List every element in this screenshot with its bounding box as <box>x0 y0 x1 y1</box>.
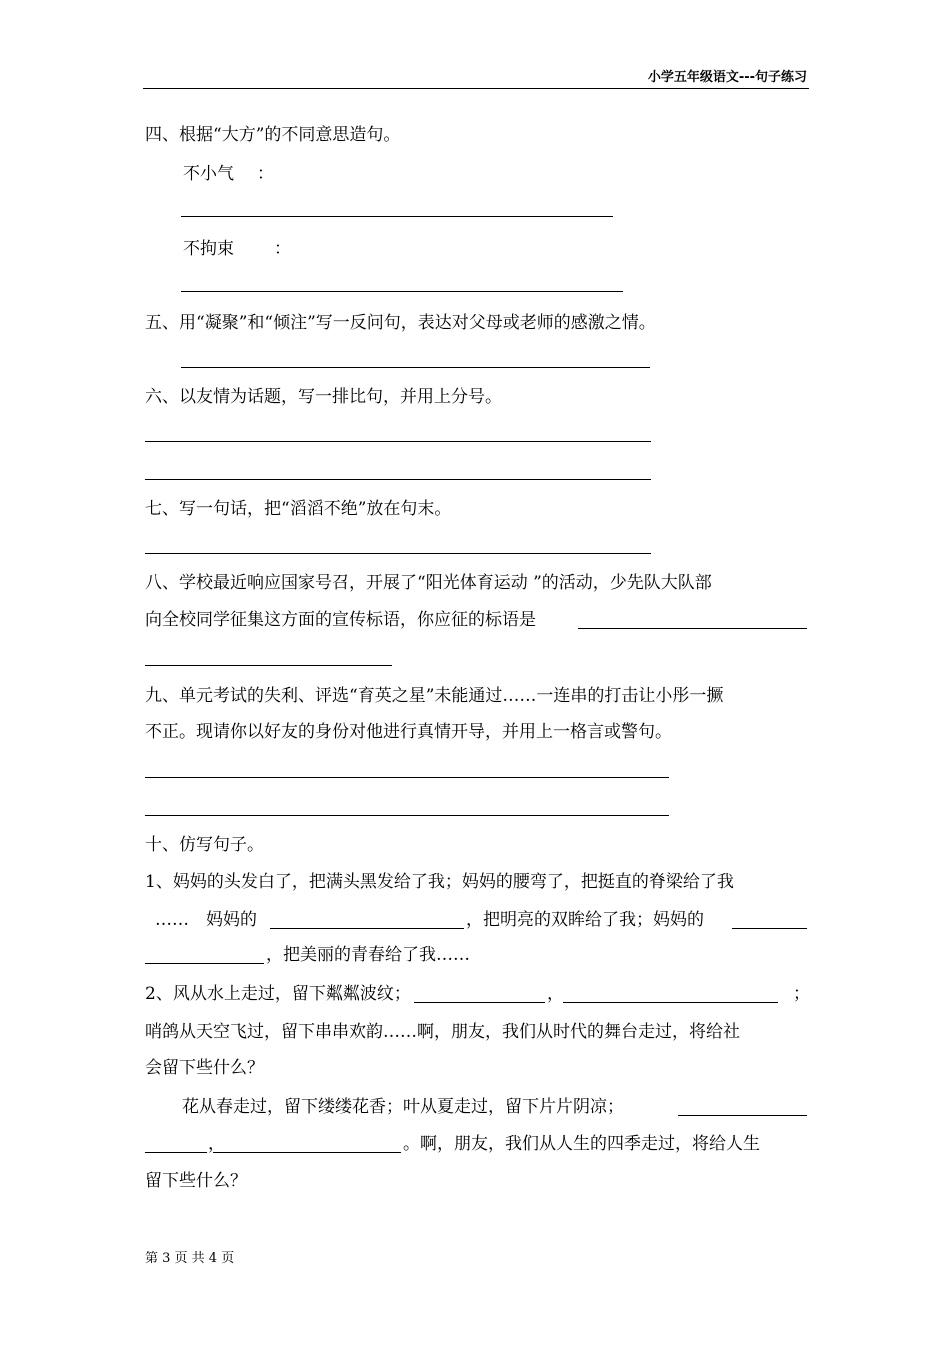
q8-line1: 八、学校最近响应国家号召，开展了“阳光体育运动 ”的活动，少先队大队部 <box>145 573 712 593</box>
q5-title: 五、用“凝聚”和“倾注”写一反问句，表达对父母或老师的感激之情。 <box>145 313 656 333</box>
q4-answer-line-2[interactable] <box>181 291 623 292</box>
page-number: 第 3 页 共 4 页 <box>145 1251 235 1266</box>
q4-meaning1: 不小气 <box>183 164 234 184</box>
q10-s1-blank-2a[interactable] <box>732 928 807 929</box>
q10-s2-line1b: ， <box>547 984 564 1004</box>
q9-line2: 不正。现请你以好友的身份对他进行真情开导，并用上一格言或警句。 <box>145 722 672 742</box>
q4-answer-line-1[interactable] <box>181 216 613 217</box>
q10-s2-line2: 哨鸽从天空飞过，留下串串欢韵……啊，朋友，我们从时代的舞台走过，将给社 <box>145 1022 740 1042</box>
q8-answer-line-2[interactable] <box>145 665 392 666</box>
q8-answer-line-1[interactable] <box>578 628 807 629</box>
q10-s3-blank-1a[interactable] <box>678 1115 807 1116</box>
q6-answer-line-1[interactable] <box>145 441 651 442</box>
q10-s2-line1c: ； <box>793 984 810 1004</box>
q7-answer-line[interactable] <box>145 553 651 554</box>
q8-line2: 向全校同学征集这方面的宣传标语，你应征的标语是 <box>145 610 536 630</box>
q10-s2-line1a: 2、风从水上走过，留下粼粼波纹； <box>145 984 411 1004</box>
q10-s3-line1: 花从春走过，留下缕缕花香；叶从夏走过，留下片片阴凉； <box>182 1097 624 1117</box>
q10-s1-line2a: …… 妈妈的 <box>155 910 257 930</box>
header-title: 小学五年级语文---句子练习 <box>647 70 807 85</box>
q4-colon2: ： <box>274 239 291 259</box>
q10-s1-line1: 1、妈妈的头发白了，把满头黑发给了我；妈妈的腰弯了，把挺直的脊梁给了我 <box>145 872 734 892</box>
q10-s1-line3: ，把美丽的青春给了我…… <box>266 945 470 965</box>
q9-answer-line-1[interactable] <box>145 777 669 778</box>
q10-s3-line2a: ， <box>208 1134 225 1154</box>
q10-s2-line3: 会留下些什么？ <box>145 1058 264 1078</box>
q10-s1-blank-2b[interactable] <box>145 963 264 964</box>
q9-answer-line-2[interactable] <box>145 815 669 816</box>
q7-title: 七、写一句话，把“滔滔不绝”放在句末。 <box>145 499 452 519</box>
q10-s2-blank-1[interactable] <box>414 1002 545 1003</box>
q5-answer-line[interactable] <box>181 367 650 368</box>
header-rule <box>143 88 809 89</box>
q4-colon1: ： <box>257 164 274 184</box>
q10-s1-line2b: ，把明亮的双眸给了我；妈妈的 <box>466 910 704 930</box>
q6-title: 六、以友情为话题，写一排比句，并用上分号。 <box>145 387 502 407</box>
q10-s1-blank-1[interactable] <box>270 928 464 929</box>
q10-s3-line3: 留下些什么？ <box>145 1171 247 1191</box>
q10-s3-blank-1b[interactable] <box>145 1152 207 1153</box>
q4-title: 四、根据“大方”的不同意思造句。 <box>145 125 401 145</box>
q4-meaning2: 不拘束 <box>183 239 234 259</box>
q6-answer-line-2[interactable] <box>145 479 651 480</box>
q10-s3-blank-2[interactable] <box>213 1152 401 1153</box>
q10-s3-line2b: 。啊，朋友，我们从人生的四季走过，将给人生 <box>403 1134 760 1154</box>
q9-line1: 九、单元考试的失利、评选“育英之星”未能通过……一连串的打击让小彤一撅 <box>145 686 724 706</box>
q10-title: 十、仿写句子。 <box>145 835 264 855</box>
q10-s2-blank-2[interactable] <box>563 1002 778 1003</box>
